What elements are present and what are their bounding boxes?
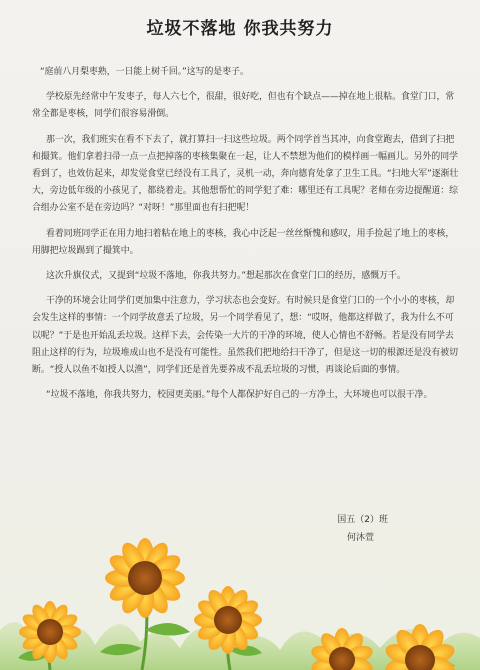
paragraph-6: 干净的环境会让同学们更加集中注意力，学习状态也会变好。有时候只是食堂门口的一个小小的枣核，却会发生这样的事情：一个同学故意丢了垃圾，另一个同学看见了，想：“哎呀，他都这样做了，我为什么不可以呢？”于是也开始乱丢垃圾。这样下去，会传染一大片的干净的环境，使人心情也不舒畅。若是没有同学去阻止这样的行为，垃圾堆成山也不是没有可能性。虽然我们把地给扫干净了，但是这一切的根源还是没有被切断。“授人以鱼不如授人以渔”，同学们还是首先要养成不乱丢垃圾的习惯，再谈论后面的事情。 — [32, 296, 458, 376]
paragraph-2: 学校原先经常中午发枣子，每人六七个，很甜，很好吃，但也有个缺点——掉在地上很粘。食堂门口，常常全都是枣核，同学们很容易滑倒。 — [32, 92, 455, 120]
sunflower-decoration — [0, 520, 480, 670]
paragraph-5: 这次升旗仪式，又提到“垃圾不落地，你我共努力。”想起那次在食堂门口的经历，感慨万千。 — [46, 271, 406, 282]
signature-class: 国五（2）班 — [337, 515, 388, 525]
sunflower-icon — [105, 538, 185, 618]
sunflower-icon — [383, 624, 457, 670]
essay-body — [32, 64, 462, 412]
paragraph-4: 看着同班同学正在用力地扫着粘在地上的枣核，我心中泛起一丝丝惭愧和感叹，用手捡起了地上的枣核，用脚把垃圾踢到了撮箕中。 — [32, 228, 455, 256]
paragraph-3: 那一次，我们班实在看不下去了，就打算扫一扫这些垃圾。两个同学首当其冲，向食堂跑去，借到了扫把和撮箕。他们拿着扫帚一点一点把掉落的枣核集聚在一起，让人不禁想为他们的模样画一幅画儿。另外的同学看到了，也效仿起来，却发觉食堂已经没有工具了，灵机一动，奔向德育处拿了卫生工具。“扫地大军”逐渐壮大，旁边低年级的小孩见了，都绕着走。其他想帮忙的同学犯了难：哪里还有工具呢？老师在旁边提醒道：综合组办公室不是在旁边吗？“对呀！”那里面也有扫把呢！ — [32, 134, 459, 214]
sunflower-icon — [309, 628, 375, 670]
paragraph-7: “垃圾不落地，你我共努力，校园更美丽。”每个人都保护好自己的一方净土，大环境也可以很干净。 — [46, 390, 433, 401]
essay-title: 垃圾不落地 你我共努力 — [146, 19, 334, 39]
paragraph-1: “庭前八月梨枣熟，一日能上树千回。”这写的是枣子。 — [40, 67, 249, 77]
signature-author: 何沐萱 — [346, 533, 374, 543]
